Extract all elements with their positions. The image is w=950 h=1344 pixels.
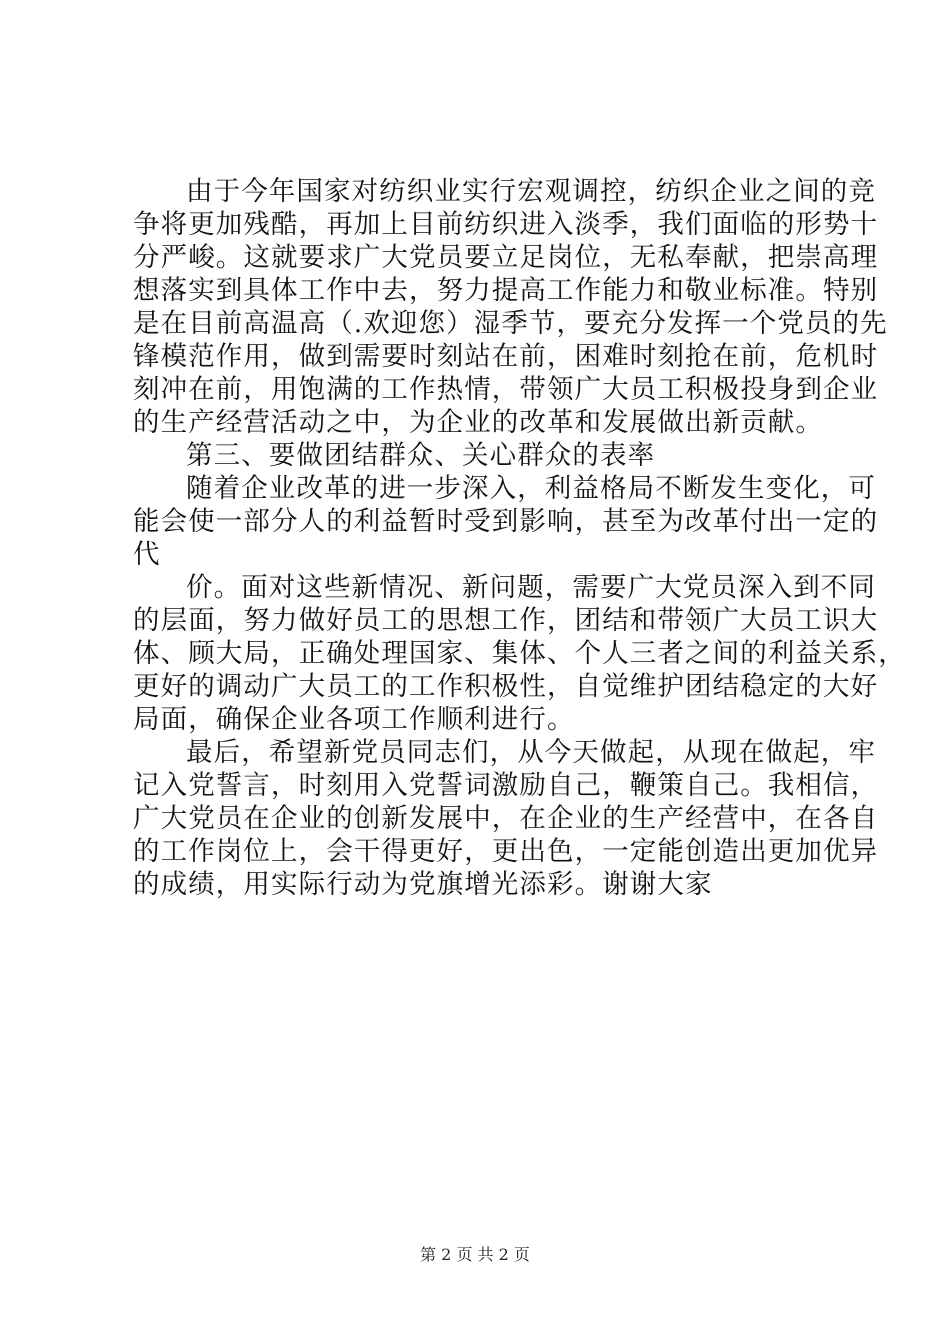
text-line: 记入党誓言，时刻用入党誓词激励自己，鞭策自己。我相信，: [133, 770, 879, 801]
text-line: 的工作岗位上，会干得更好，更出色，一定能创造出更加优异: [133, 836, 879, 867]
text-line: 的生产经营活动之中，为企业的改革和发展做出新贡献。: [133, 407, 823, 438]
text-line: 体、顾大局，正确处理国家、集体、个人三者之间的利益关系，: [133, 638, 906, 669]
paragraph: [133, 736, 879, 901]
paragraph: [133, 571, 906, 736]
text-line: 价。面对这些新情况、新问题，需要广大党员深入到不同: [186, 572, 876, 603]
text-line: 想落实到具体工作中去，努力提高工作能力和敬业标准。特别: [133, 275, 879, 306]
paragraph: [133, 472, 879, 571]
text-line: 最后，希望新党员同志们，从今天做起，从现在做起，牢: [186, 737, 876, 768]
text-line: 广大党员在企业的创新发展中，在企业的生产经营中，在各自: [133, 803, 879, 834]
text-line: 的成绩，用实际行动为党旗增光添彩。谢谢大家: [133, 869, 713, 900]
text-line: 分严峻。这就要求广大党员要立足岗位，无私奉献，把崇高理: [133, 242, 879, 273]
paragraph: [133, 175, 888, 439]
page-footer: [0, 1244, 950, 1266]
document-body: [133, 175, 906, 901]
text-line: 是在目前高温高（.欢迎您）湿季节，要充分发挥一个党员的先: [133, 308, 888, 339]
text-line: 能会使一部分人的利益暂时受到影响，甚至为改革付出一定的: [133, 506, 879, 537]
text-line: 更好的调动广大员工的工作积极性，自觉维护团结稳定的大好: [133, 671, 879, 702]
text-line: 由于今年国家对纺织业实行宏观调控，纺织企业之间的竞: [186, 176, 876, 207]
text-line: 随着企业改革的进一步深入，利益格局不断发生变化，可: [186, 473, 876, 504]
section-heading: [133, 439, 833, 472]
page-number-label: 第 2 页 共 2 页: [420, 1245, 530, 1264]
text-line: 争将更加残酷，再加上目前纺织进入淡季，我们面临的形势十: [133, 209, 879, 240]
text-line: 代: [133, 539, 161, 570]
text-line: 局面，确保企业各项工作顺利进行。: [133, 704, 575, 735]
text-line: 锋模范作用，做到需要时刻站在前，困难时刻抢在前，危机时: [133, 341, 879, 372]
text-line: 第三、要做团结群众、关心群众的表率: [186, 440, 656, 471]
text-line: 刻冲在前，用饱满的工作热情，带领广大员工积极投身到企业: [133, 374, 879, 405]
text-line: 的层面，努力做好员工的思想工作，团结和带领广大员工识大: [133, 605, 879, 636]
